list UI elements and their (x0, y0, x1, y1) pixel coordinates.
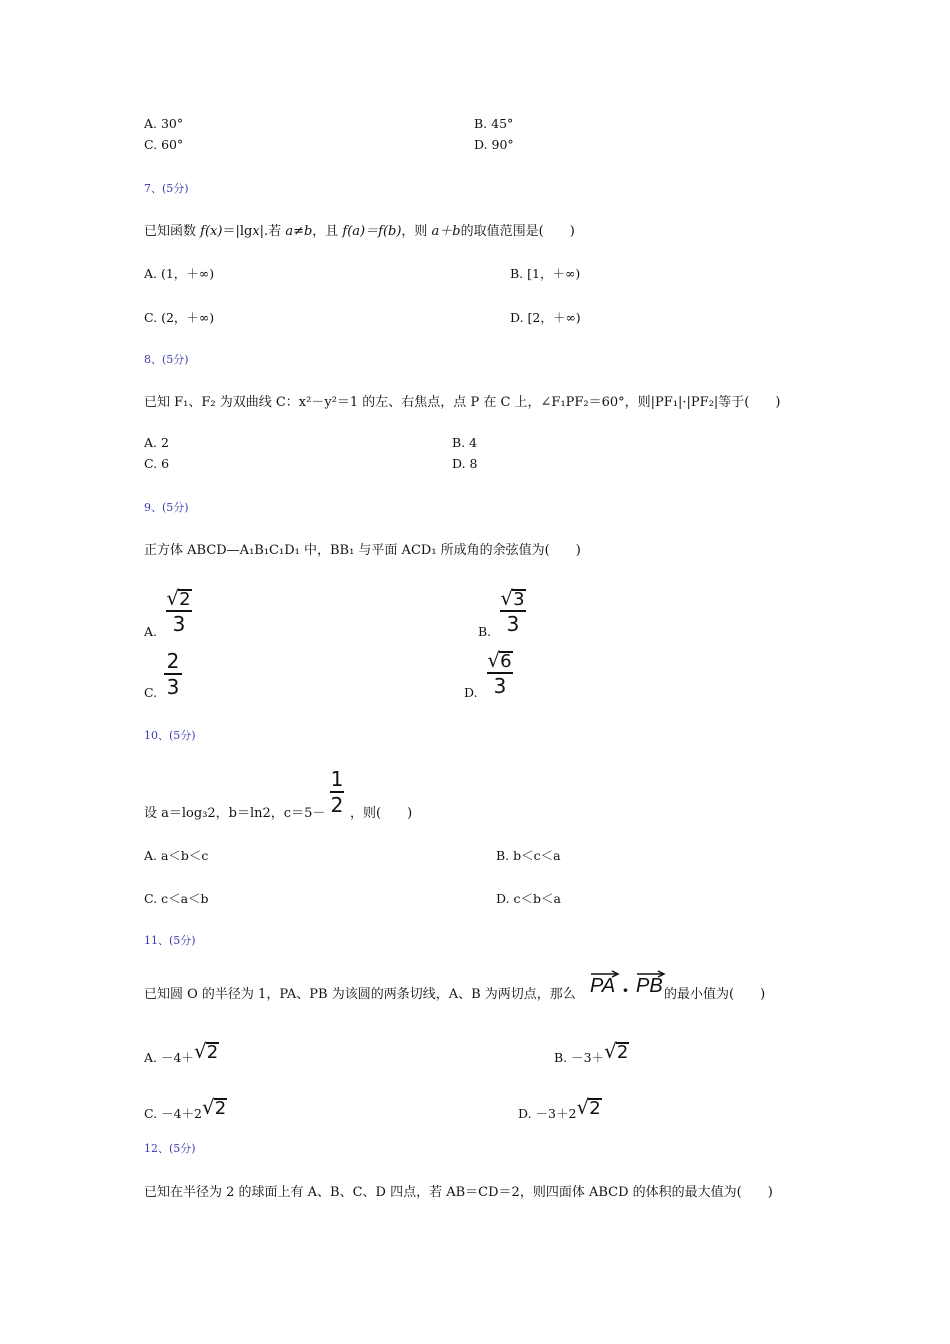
q11-option-a: A. －4＋ √ 2 (144, 1039, 219, 1065)
q6-option-b: B. 45° (474, 116, 514, 131)
q11-option-d: D. －3＋2 √ 2 (518, 1095, 601, 1121)
q10-option-b: B. b＜c＜a (496, 848, 561, 863)
q6-option-c: C. 60° (144, 137, 184, 152)
q8-header: 8、(5分) (144, 353, 189, 366)
q11-option-c: C. －4＋2 √ 2 (144, 1095, 227, 1121)
q7-stem: 已知函数 f(x)＝|lgx|.若 a≠b，且 f(a)＝f(b)，则 a＋b的取值范围是( ) (144, 224, 575, 239)
q9-option-c-label: C. (144, 685, 158, 700)
q7-option-d: D. [2，＋∞) (510, 310, 581, 325)
q12-stem: 已知在半径为 2 的球面上有 A、B、C、D 四点，若 AB＝CD＝2，则四面体 ABCD 的体积的最大值为( ) (144, 1185, 773, 1200)
q11-vector-pa: PA (590, 976, 615, 996)
q7-header: 7、(5分) (144, 182, 189, 195)
q11-vector-pb: PB (636, 976, 663, 996)
q10-header: 10、(5分) (144, 729, 196, 742)
q8-option-a: A. 2 (144, 435, 169, 450)
q9-option-b-label: B. (478, 624, 492, 639)
q9-option-b-fraction: √ 3 3 (500, 586, 525, 636)
q11-option-b: B. －3＋ √ 2 (554, 1039, 629, 1065)
q9-header: 9、(5分) (144, 501, 189, 514)
q9-option-d-fraction: √ 6 3 (487, 648, 512, 698)
q8-stem: 已知 F₁、F₂ 为双曲线 C：x²－y²＝1 的左、右焦点，点 P 在 C 上，∠F₁PF₂＝60°，则|PF₁|·|PF₂|等于( ) (144, 395, 781, 410)
q12-header: 12、(5分) (144, 1142, 196, 1155)
q11-stem-pre: 已知圆 O 的半径为 1，PA、PB 为该圆的两条切线，A、B 为两切点，那么 (144, 987, 576, 1002)
q10-option-d: D. c＜b＜a (496, 891, 561, 906)
q8-option-b: B. 4 (452, 435, 478, 450)
q10-stem-pre: 设 a＝log₃2，b＝ln2，c＝5－ (144, 806, 326, 821)
q10-stem-post: ，则( ) (350, 806, 413, 821)
q7-option-b: B. [1，＋∞) (510, 266, 581, 281)
q6-option-d: D. 90° (474, 137, 514, 152)
q7-option-a: A. (1，＋∞) (144, 266, 215, 281)
q9-option-d-label: D. (464, 685, 478, 700)
q9-option-a-label: A. (144, 624, 158, 639)
q8-option-c: C. 6 (144, 456, 170, 471)
q11-dot: · (622, 978, 629, 1002)
q10-exponent-fraction: 1 2 (330, 767, 344, 817)
q10-option-c: C. c＜a＜b (144, 891, 209, 906)
q9-option-a-fraction: √ 2 3 (166, 586, 191, 636)
q8-option-d: D. 8 (452, 456, 478, 471)
q11-header: 11、(5分) (144, 934, 196, 947)
q6-option-a: A. 30° (144, 116, 184, 131)
q9-option-c-fraction: 2 3 (164, 650, 182, 698)
q9-stem: 正方体 ABCD—A₁B₁C₁D₁ 中，BB₁ 与平面 ACD₁ 所成角的余弦值为( ) (144, 543, 581, 558)
q10-option-a: A. a＜b＜c (144, 848, 209, 863)
q11-stem-post: 的最小值为( ) (664, 987, 766, 1002)
q7-option-c: C. (2，＋∞) (144, 310, 215, 325)
